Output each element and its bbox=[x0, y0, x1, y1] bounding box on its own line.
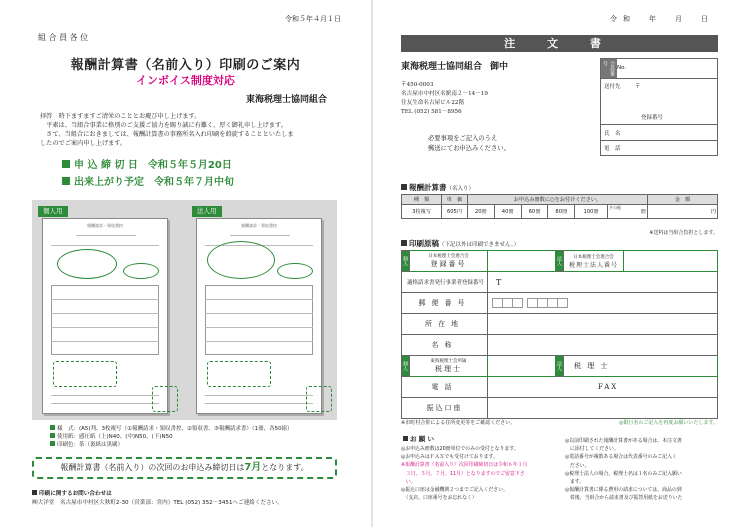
highlight-dashed-box bbox=[152, 386, 178, 412]
square-bullet-icon bbox=[403, 436, 408, 441]
highlight-oval bbox=[207, 241, 275, 279]
highlight-oval bbox=[57, 249, 117, 279]
highlight-dashed-box bbox=[207, 361, 271, 387]
table-row: 電話 FAX bbox=[402, 377, 718, 398]
sheet-title: 報酬請求・領収書控 bbox=[241, 223, 277, 228]
recipient-address: 〒450-0003 名古屋市中村区名駅南２－14－19 住友生命名古屋ビル22階 TEL (052) 581－8956 bbox=[401, 82, 488, 115]
table-row: 個人 日本税理士会連合会 登録番号 法人 日本税理士会連合会 税理士法人番号 bbox=[402, 251, 718, 272]
square-bullet-icon bbox=[50, 425, 55, 430]
sheet-title: 報酬請求・領収書控 bbox=[87, 223, 123, 228]
table-row: 個人 東海税理士会所属 税理士 法人 税 理 士 bbox=[402, 356, 718, 377]
ship-to-row[interactable]: 送付先 〒 登録番号 bbox=[601, 79, 717, 125]
spec-item: 様 式：(A5)判、3枚複写（①報酬請求・領収書控、②領収書、③報酬請求書）（1冊、各50組） bbox=[50, 425, 293, 433]
table-row: 名称 bbox=[402, 335, 718, 356]
body-line: さて、当組合におきましては、報酬計算書の事務所名入れ印刷を斡旋することといたしま bbox=[40, 131, 294, 138]
square-bullet-icon bbox=[62, 177, 70, 185]
corp-tax-accountant-input[interactable]: 税 理 士 bbox=[564, 356, 718, 377]
zip-input[interactable] bbox=[488, 293, 718, 314]
issue-date: 令和５年４月１日 bbox=[285, 15, 341, 23]
body-line: 平素は、当組合事業に格別のご支援ご協力を賜り誠に有難く、厚く御礼申し上げます。 bbox=[40, 122, 287, 129]
spec-item: 使用紙：感圧紙（上)N40、(中)N50、(下)N50 bbox=[50, 433, 293, 441]
qty-other-field[interactable]: その他 冊 bbox=[608, 205, 648, 219]
table-row: 所在地 bbox=[402, 314, 718, 335]
amount-field[interactable]: 円 bbox=[648, 205, 718, 219]
notice-heading: お 願 い bbox=[403, 434, 434, 443]
table-row: 郵便番号 bbox=[402, 293, 718, 314]
square-bullet-icon bbox=[401, 240, 407, 246]
spec-list bbox=[50, 425, 293, 449]
qty-option-80[interactable]: 80冊 bbox=[548, 205, 575, 219]
highlight-dashed-box bbox=[306, 386, 332, 412]
name-row[interactable]: 氏 名 bbox=[601, 125, 717, 141]
right-page bbox=[373, 0, 744, 527]
body-line: したのでご案内申し上げます。 bbox=[40, 140, 127, 147]
sample-sheet-individual bbox=[42, 218, 168, 414]
corp-no-label: 日本税理士会連合会 税理士法人番号 bbox=[564, 251, 624, 272]
phone-row[interactable]: 電 話 bbox=[604, 146, 621, 152]
left-page bbox=[0, 0, 371, 527]
section-manuscript-heading: 印刷原稿（下記以外は印刷できません。） bbox=[401, 238, 519, 249]
shipping-note: ※送料は当組合負担とします。 bbox=[649, 230, 718, 236]
notice-right-column: ◎以前印刷された報酬計算書がある場合は、本注文書 に添付してください。 ◎電話番号が複数ある場合は代表番号のみご記入く ださい。 ◎税理士法人の場合、税理士名は１名のみご記入願い ます。 ◎報酬計算書に係る費用の請求については、商品の到 着後、当組合から請求書及び振替用紙をお送りいた bbox=[565, 438, 683, 502]
square-bullet-icon bbox=[50, 441, 55, 446]
qty-option-100[interactable]: 100冊 bbox=[575, 205, 608, 219]
price-table bbox=[401, 194, 718, 219]
reg-no-input[interactable] bbox=[488, 251, 556, 272]
tax-accountant-input[interactable] bbox=[488, 356, 556, 377]
recipient: 東海税理士協同組合 御中 bbox=[401, 62, 509, 72]
address-input[interactable] bbox=[488, 314, 718, 335]
square-bullet-icon bbox=[32, 490, 37, 495]
highlight-oval bbox=[123, 263, 159, 279]
square-bullet-icon bbox=[50, 433, 55, 438]
square-bullet-icon bbox=[401, 184, 407, 190]
member-no-label: 会員番号 bbox=[602, 61, 615, 76]
firm-name-input[interactable] bbox=[488, 335, 718, 356]
order-date: 令和 年 月 日 bbox=[610, 15, 714, 23]
manuscript-form bbox=[401, 250, 718, 419]
spec-item: 印刷色：茶（裏紙は黒刷） bbox=[50, 441, 293, 449]
reg-no-label: 日本税理士会連合会 登録番号 bbox=[410, 251, 488, 272]
qty-option-60[interactable]: 60冊 bbox=[521, 205, 548, 219]
phone-fax-input[interactable]: FAX bbox=[488, 377, 718, 398]
qty-option-20[interactable]: 20冊 bbox=[468, 205, 495, 219]
section-price-heading: 報酬計算書（名入り） bbox=[401, 182, 474, 193]
addressee: 組 合 員 各 位 bbox=[38, 33, 89, 42]
bank-account-input[interactable] bbox=[488, 398, 718, 419]
highlight-oval bbox=[277, 263, 313, 279]
page-title: 報酬計算書（名前入り）印刷のご案内 bbox=[70, 58, 301, 73]
qty-option-40[interactable]: 40冊 bbox=[494, 205, 521, 219]
table-row: 3枚複写 605円 20冊 40冊 60冊 80冊 100冊 その他 冊 円 bbox=[402, 205, 718, 219]
contact-info bbox=[32, 490, 283, 508]
mail-instruction: 必要事項をご記入のうえ 郵送にてお申込みください。 bbox=[428, 135, 510, 152]
notice-left-column: ◎お申込み冊数は20冊単位でのみの受付となります。 ◎お申込みはＦＡＸでも受付けております。 ※報酬計算書（名前入り）次回印刷締切日は令和６年１月 ３日、５月、７月、11月）となりますのでご留意下さ い。 ◎振込口座は金融機関２つまでご記入ください。 （支店、口座番号をお忘れなく） bbox=[401, 446, 528, 502]
member-no-row[interactable]: 会員番号 No. bbox=[601, 59, 717, 79]
deadline-item: 出来上がり予定 令和５年７月中旬 bbox=[62, 174, 234, 191]
invoice-no-input[interactable]: T bbox=[488, 272, 718, 293]
table-row: 種 類 単 価 お申込み冊数に○をお付けください。 金 額 bbox=[402, 195, 718, 205]
sample-tag-individual: 個人用 bbox=[38, 206, 68, 217]
table-row: 適格請求書発行事業者登録番号 T bbox=[402, 272, 718, 293]
table-row: 振込口座 bbox=[402, 398, 718, 419]
sample-sheet-corporate bbox=[196, 218, 322, 414]
sample-tag-corporate: 法人用 bbox=[192, 206, 222, 217]
body-line: 拝啓 時下ますますご清栄のこととお慶び申し上げます。 bbox=[40, 113, 201, 120]
highlight-dashed-box bbox=[53, 361, 117, 387]
next-deadline-banner: 報酬計算書（名前入り）の次回のお申込み締切日は7月となります。 bbox=[32, 457, 337, 479]
contact-title: 印刷に関するお問い合わせは bbox=[32, 490, 283, 499]
sample-image-panel bbox=[32, 200, 337, 420]
corp-no-input[interactable] bbox=[624, 251, 718, 272]
deadline-list bbox=[62, 157, 234, 191]
tax-accountant-label: 東海税理士会所属 税理士 bbox=[410, 356, 488, 377]
deadline-item: 申 込 締 切 日 令和５年５月20日 bbox=[62, 157, 234, 174]
page-subtitle: インボイス制度対応 bbox=[136, 74, 235, 87]
contact-body: ㈱大洋堂 名古屋市中村区大秋町2-30（営業部：宮内）TEL (052) 352－3451へご連絡ください。 bbox=[32, 500, 283, 506]
square-bullet-icon bbox=[62, 160, 70, 168]
order-form-title: 注 文 書 bbox=[401, 35, 718, 52]
sender-name: 東海税理士協同組合 bbox=[245, 95, 327, 105]
form-notes: ※市町村合併による住所変更等をご確認ください。 ◎銀行名のご記入を再度お願いいたします。 bbox=[401, 420, 718, 426]
next-deadline-month: 7月 bbox=[244, 462, 262, 473]
greeting-body bbox=[40, 112, 330, 148]
applicant-box bbox=[600, 58, 718, 156]
